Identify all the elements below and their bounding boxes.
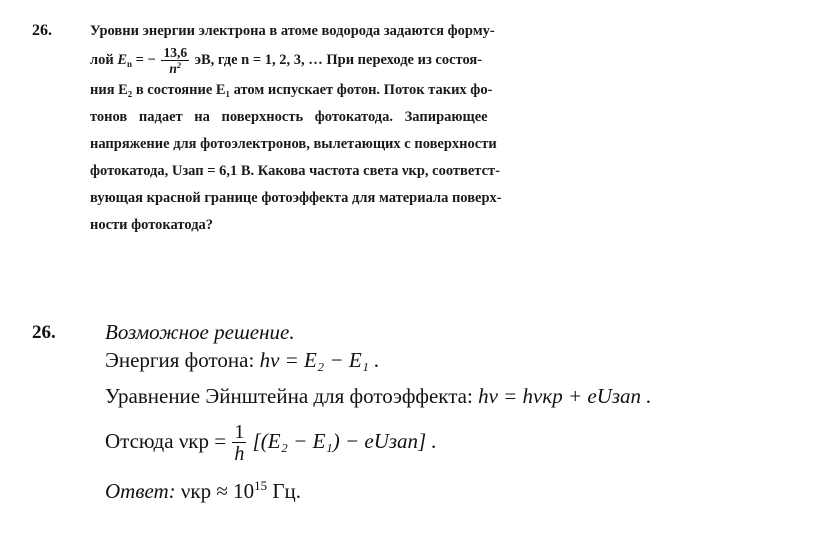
problem-text: [90, 18, 590, 239]
denominator-exp: 2: [176, 60, 182, 70]
problem-line: Уровни энергии электрона в атоме водорода задаются форму-: [90, 23, 495, 39]
problem-line: тонов падает на поверхность фотокатода. Запирающее: [90, 109, 488, 125]
problem-line-suffix: эВ, где n = 1, 2, 3, … При переходе из состоя-: [194, 52, 483, 68]
solution-heading-text: Возможное решение.: [105, 320, 295, 344]
problem-line-prefix: лой: [90, 52, 114, 68]
hence-label: Отсюда: [105, 428, 174, 453]
fraction-numerator: 13,6: [163, 45, 188, 61]
hence-line: [105, 422, 745, 464]
one-over-h-fraction: [232, 422, 246, 464]
problem-line-formula: [90, 43, 590, 77]
hence-lhs: νкр =: [178, 428, 227, 453]
solution-number: 26.: [32, 322, 56, 343]
energy-symbol: E: [117, 52, 128, 68]
problem-line: напряжение для фотоэлектронов, вылетающих с поверхности: [90, 136, 497, 152]
photon-energy-line: [105, 348, 745, 373]
answer-lhs: νкр ≈ 10: [180, 478, 255, 503]
hence-rhs: [(E₂ − E₁) − eUзап] .: [252, 428, 437, 453]
denominator-var: n: [169, 60, 177, 76]
einstein-line: [105, 384, 745, 409]
fraction-denominator: h: [234, 443, 245, 465]
answer-label: Ответ:: [105, 478, 176, 503]
photon-energy-formula: hν = E₂ − E₁ .: [259, 348, 380, 372]
equals-minus: = −: [135, 52, 156, 68]
answer-line: [105, 478, 745, 504]
einstein-formula: hν = hνкр + eUзап .: [478, 384, 652, 408]
einstein-label: Уравнение Эйнштейна для фотоэффекта:: [105, 384, 473, 408]
problem-number: 26.: [32, 22, 52, 39]
answer-unit: Гц.: [272, 478, 302, 503]
answer-exponent: 15: [254, 478, 268, 493]
fraction-denominator: [161, 61, 189, 76]
problem-line: ния E₂ в состояние E₁ атом испускает фотон. Поток таких фо-: [90, 82, 493, 98]
fraction-numerator: 1: [234, 421, 245, 443]
problem-line: вующая красной границе фотоэффекта для материала поверх-: [90, 190, 502, 206]
photon-energy-label: Энергия фотона:: [105, 348, 255, 372]
problem-line: фотокатода, Uзап = 6,1 В. Какова частота света νкр, соответст-: [90, 163, 500, 179]
energy-fraction: [161, 46, 189, 75]
problem-line: ности фотокатода?: [90, 217, 214, 233]
solution-heading: [105, 320, 745, 345]
energy-subscript: n: [127, 59, 133, 70]
